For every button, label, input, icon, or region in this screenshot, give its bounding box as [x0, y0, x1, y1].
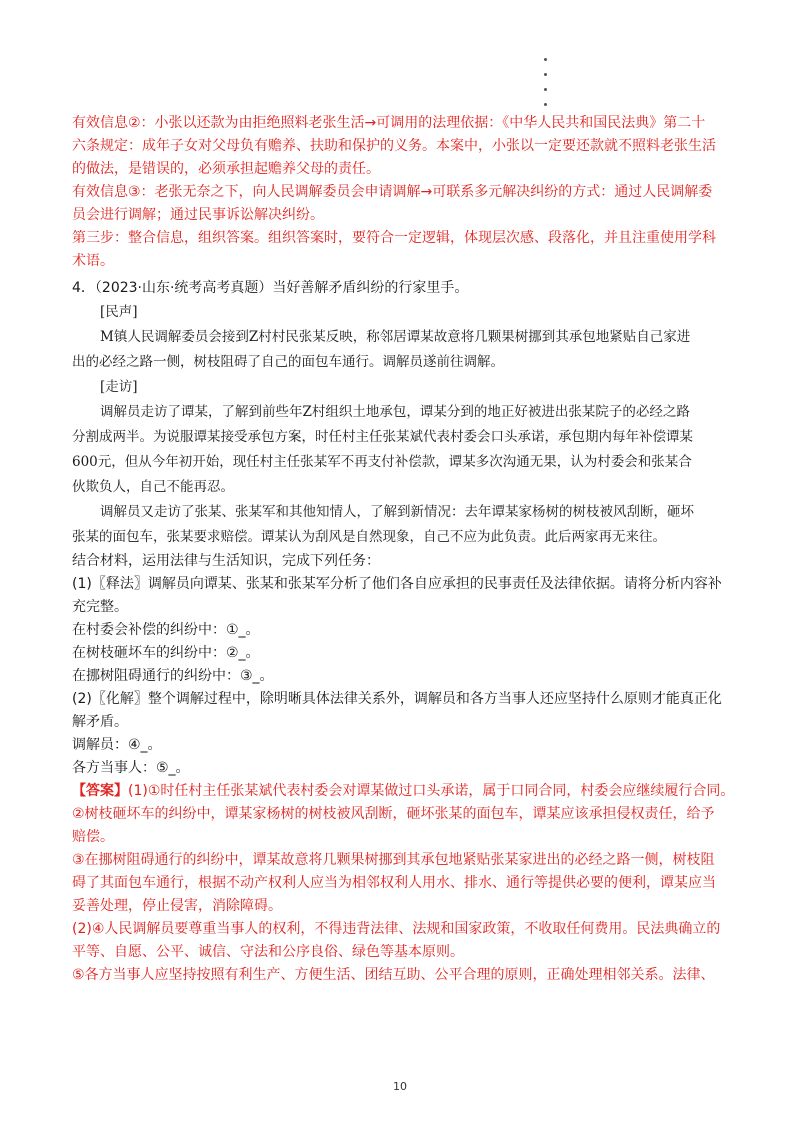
header-dot-marks	[540, 58, 552, 106]
text-line: 碍了其面包车通行，根据不动产权利人应当为相邻权利人用水、排水、通行等提供必要的便利，谭某应当	[72, 875, 716, 891]
text-line: 伙欺负人，自己不能再忍。	[72, 479, 234, 495]
text-line: ③在挪树阻碍通行的纠纷中，谭某故意将几颗果树挪到其承包地紧贴张某家进出的必经之路一侧，树枝阻	[72, 852, 715, 868]
text-line: 术语。	[72, 253, 114, 269]
task-2	[72, 688, 728, 780]
text-line: 妥善处理，停止侵害，消除障碍。	[72, 898, 282, 914]
text-line: 第三步：整合信息，组织答案。组织答案时，要符合一定逻辑，体现层次感、段落化，并且注重使用学科	[72, 230, 716, 246]
text-line: 解矛盾。	[72, 714, 128, 730]
page-number: 10	[393, 1080, 407, 1093]
text-line: (2)④人民调解员要尊重当事人的权利，不得违背法律、法规和国家政策，不收取任何费用。民法典确立的	[72, 921, 721, 937]
task-blank-2: 在树枝砸坏车的纠纷中：②_。	[72, 645, 260, 661]
answer-line-1	[72, 780, 735, 803]
text-line: 平等、自愿、公平、诚信、守法和公序良俗、绿色等基本原则。	[72, 944, 464, 960]
text-line: 调解员走访了谭某，了解到前些年Z村组织土地承包，谭某分到的地正好被进出张某院子的必经之路	[100, 404, 690, 420]
text-line: 调解员又走访了张某、张某军和其他知情人，了解到新情况：去年谭某家杨树的树枝被风刮断，砸坏	[100, 504, 694, 520]
task-blank-1: 在村委会补偿的纠纷中：①_。	[72, 622, 260, 638]
text-line: 600元，但从今年初开始，现任村主任张某军不再支付补偿款，谭某多次沟通无果，认为村委会和张某合	[72, 454, 692, 470]
effective-info-2	[72, 112, 728, 181]
task-blank-5: 各方当事人：⑤_。	[72, 760, 190, 776]
text-line: 充完整。	[72, 599, 128, 615]
dot-mark	[544, 73, 547, 76]
question-title: 4．（2023·山东·统考高考真题）当好善解矛盾纠纷的行家里手。	[72, 280, 469, 296]
text-line: ②树枝砸坏车的纠纷中，谭某家杨树的树枝被风刮断，砸坏张某的面包车，谭某应该承担侵权责任，给予	[72, 806, 715, 822]
text-line: 赔偿。	[72, 829, 114, 845]
text-line: 的做法，是错误的，必须承担起赡养父母的责任。	[72, 161, 380, 177]
answer-label: 【答案】	[72, 783, 128, 799]
text-line: 六条规定：成年子女对父母负有赡养、扶助和保护的义务。本案中，小张以一定要还款就不照料老张生活	[72, 138, 716, 154]
text-line: 员会进行调解；通过民事诉讼解决纠纷。	[72, 207, 324, 223]
step-three	[72, 227, 728, 273]
answer-text: (1)①时任村主任张某斌代表村委会对谭某做过口头承诺，属于口同合同，村委会应继续履行合同。	[128, 783, 735, 799]
section-label-zoufang: [走访]	[100, 379, 138, 395]
section-minsheng-paragraph	[72, 325, 728, 375]
text-line: 出的必经之路一侧，树枝阻碍了自己的面包车通行。调解员遂前往调解。	[72, 354, 504, 370]
page-content	[72, 112, 735, 987]
dot-mark	[544, 103, 547, 106]
task-blank-4: 调解员：④_。	[72, 737, 162, 753]
task-1	[72, 573, 728, 688]
section-label-minsheng: [民声]	[100, 304, 138, 320]
task-blank-3: 在挪树阻碍通行的纠纷中：③_。	[72, 668, 274, 684]
question-4	[72, 277, 728, 780]
dot-mark	[544, 58, 547, 61]
section-zoufang-paragraph-1	[72, 400, 728, 500]
answer-block	[72, 780, 735, 987]
effective-info-3	[72, 181, 728, 227]
text-line: (2)〖化解〗整个调解过程中，除明晰具体法律关系外，调解员和各方当事人还应坚持什么原则才能真正化	[72, 691, 722, 707]
text-line: 有效信息③：老张无奈之下，向人民调解委员会申请调解→可联系多元解决纠纷的方式：通过人民调解委	[72, 184, 713, 200]
text-line: 张某的面包车，张某要求赔偿。谭某认为刮风是自然现象，自己不应为此负责。此后两家再无来往。	[72, 529, 666, 545]
text-line: 有效信息②：小张以还款为由拒绝照料老张生活→可调用的法理依据：《中华人民共和国民法典》第二十	[72, 115, 706, 131]
text-line: 分割成两半。为说服谭某接受承包方案，时任村主任张某斌代表村委会口头承诺，承包期内每年补偿谭某	[72, 429, 693, 445]
text-line: M镇人民调解委员会接到Z村村民张某反映，称邻居谭某故意将几颗果树挪到其承包地紧贴自己家进	[100, 329, 691, 345]
dot-mark	[544, 88, 547, 91]
section-zoufang-paragraph-2	[72, 500, 728, 550]
text-line: ⑤各方当事人应坚持按照有利生产、方便生活、团结互助、公平合理的原则，正确处理相邻关系。法律、	[72, 967, 715, 983]
task-intro: 结合材料，运用法律与生活知识，完成下列任务：	[72, 553, 380, 569]
text-line: (1)〖释法〗调解员向谭某、张某和张某军分析了他们各自应承担的民事责任及法律依据。请将分析内容补	[72, 576, 722, 592]
